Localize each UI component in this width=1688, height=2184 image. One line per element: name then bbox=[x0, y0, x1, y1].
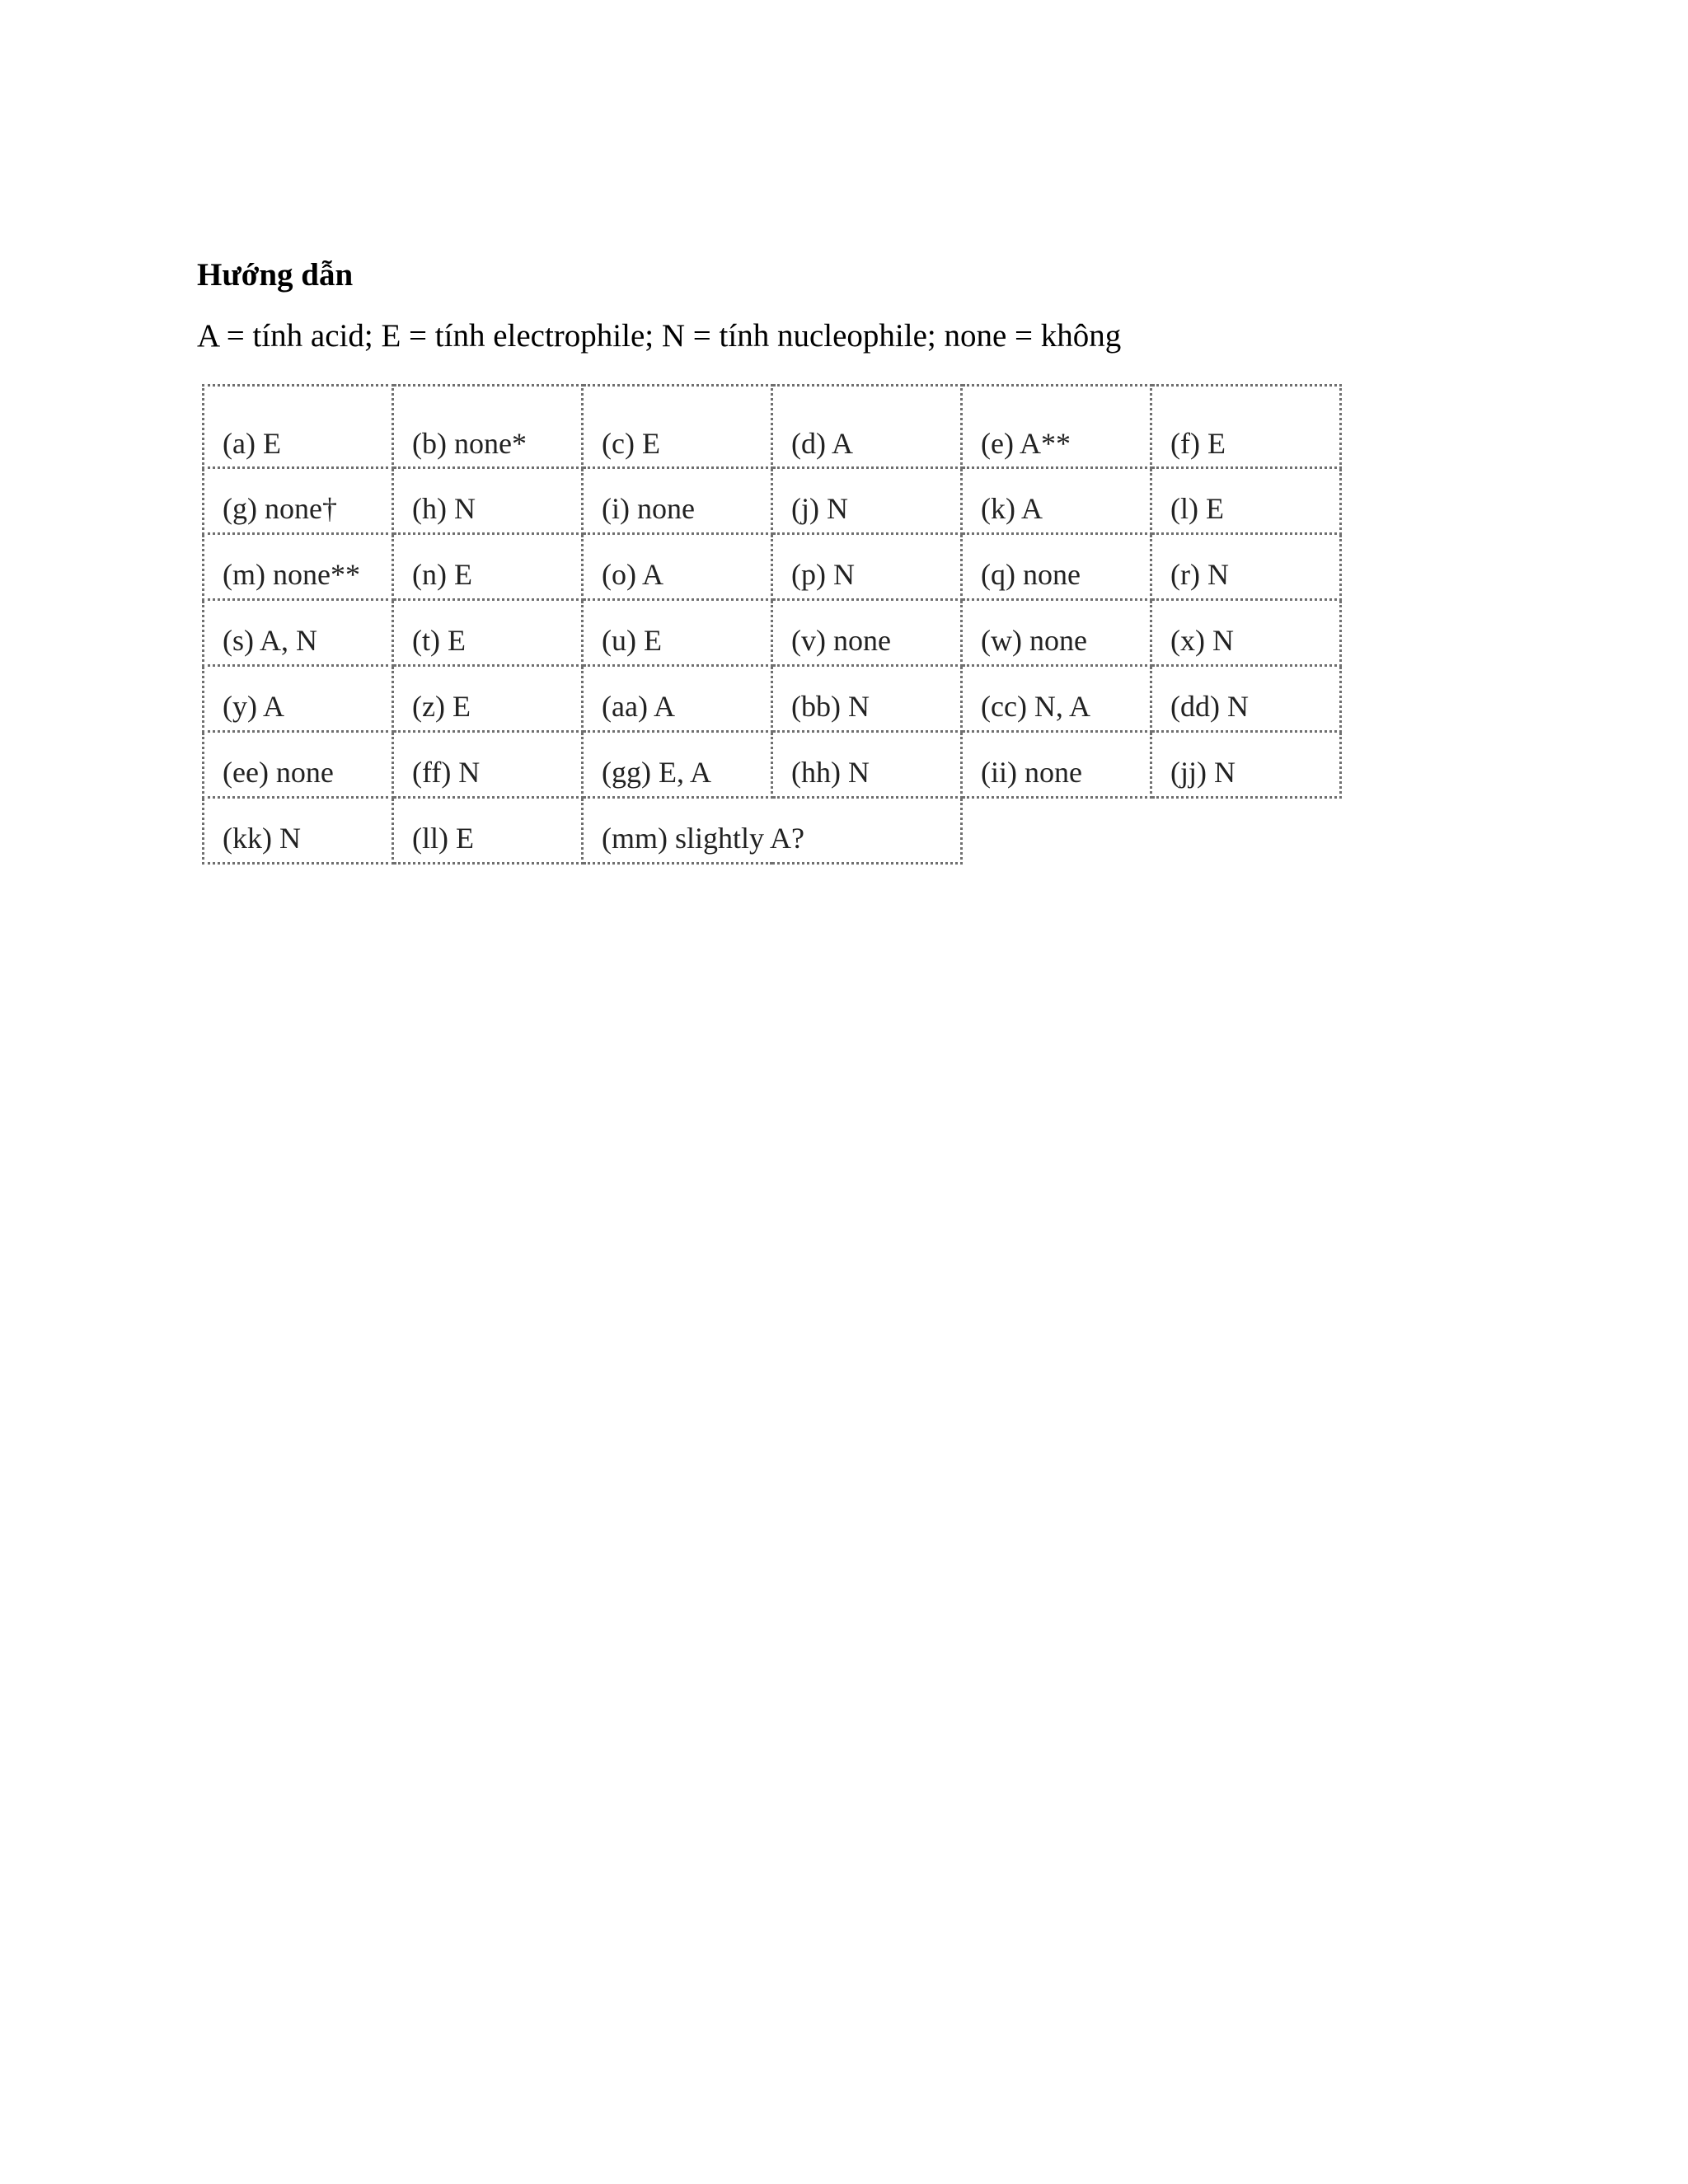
table-cell-wide bbox=[583, 798, 962, 864]
answer-label: (hh) N bbox=[791, 755, 870, 789]
answer-label: (b) none* bbox=[412, 426, 527, 460]
table-cell bbox=[583, 732, 772, 798]
table-cell bbox=[393, 798, 583, 864]
answer-label: (dd) N bbox=[1170, 689, 1249, 723]
answer-label: (d) A bbox=[791, 426, 853, 460]
table-cell bbox=[1151, 666, 1341, 732]
table-cell bbox=[962, 600, 1151, 666]
table-cell bbox=[393, 534, 583, 600]
answer-label: (i) none bbox=[602, 491, 695, 525]
table-cell bbox=[962, 534, 1151, 600]
table-cell bbox=[393, 666, 583, 732]
table-cell bbox=[1151, 534, 1341, 600]
table-cell bbox=[204, 666, 393, 732]
table-cell bbox=[772, 666, 962, 732]
table-cell bbox=[1151, 386, 1341, 468]
section-heading: Hướng dẫn bbox=[197, 257, 354, 293]
table-row bbox=[204, 468, 1341, 534]
table-cell bbox=[583, 666, 772, 732]
answer-label: (l) E bbox=[1170, 491, 1224, 525]
table-cell bbox=[772, 534, 962, 600]
answer-label: (ee) none bbox=[223, 755, 334, 789]
table-cell bbox=[962, 386, 1151, 468]
table-row bbox=[204, 666, 1341, 732]
table-cell bbox=[772, 386, 962, 468]
answer-label: (kk) N bbox=[223, 821, 301, 855]
answer-label: (w) none bbox=[981, 623, 1087, 657]
table-cell bbox=[393, 468, 583, 534]
answer-label: (j) N bbox=[791, 491, 848, 525]
table-cell bbox=[393, 732, 583, 798]
answer-label: (o) A bbox=[602, 557, 663, 591]
table-cell bbox=[204, 732, 393, 798]
table-cell bbox=[772, 600, 962, 666]
table-cell bbox=[204, 600, 393, 666]
answer-label: (z) E bbox=[412, 689, 471, 723]
answer-label: (c) E bbox=[602, 426, 660, 460]
answer-label: (y) A bbox=[223, 689, 284, 723]
answer-label: (x) N bbox=[1170, 623, 1234, 657]
table-cell bbox=[204, 386, 393, 468]
empty-space bbox=[962, 798, 1341, 864]
table-cell bbox=[583, 386, 772, 468]
answer-label: (n) E bbox=[412, 557, 472, 591]
table-cell bbox=[772, 732, 962, 798]
table-cell bbox=[204, 798, 393, 864]
table-cell bbox=[962, 732, 1151, 798]
answer-label: (mm) slightly A? bbox=[602, 821, 804, 855]
answer-label: (q) none bbox=[981, 557, 1081, 591]
table-cell bbox=[204, 534, 393, 600]
table-row bbox=[204, 732, 1341, 798]
table-cell bbox=[1151, 600, 1341, 666]
answer-label: (h) N bbox=[412, 491, 476, 525]
table-row bbox=[204, 798, 1341, 864]
table-cell bbox=[962, 666, 1151, 732]
answer-label: (ii) none bbox=[981, 755, 1082, 789]
answer-label: (ll) E bbox=[412, 821, 474, 855]
table-row bbox=[204, 534, 1341, 600]
table-cell bbox=[583, 600, 772, 666]
table-cell bbox=[393, 386, 583, 468]
legend-line: A = tính acid; E = tính electrophile; N = tính nucleophile; none = không bbox=[197, 318, 1122, 354]
table-row bbox=[204, 386, 1341, 468]
answer-label: (k) A bbox=[981, 491, 1043, 525]
answer-label: (bb) N bbox=[791, 689, 870, 723]
table-cell bbox=[962, 468, 1151, 534]
answer-label: (a) E bbox=[223, 426, 281, 460]
table-cell bbox=[583, 534, 772, 600]
table-cell bbox=[393, 600, 583, 666]
answer-label: (g) none† bbox=[223, 491, 337, 525]
answer-label: (t) E bbox=[412, 623, 466, 657]
answer-label: (p) N bbox=[791, 557, 855, 591]
answer-table bbox=[202, 384, 1342, 865]
answer-label: (f) E bbox=[1170, 426, 1226, 460]
answer-label: (r) N bbox=[1170, 557, 1229, 591]
answer-label: (gg) E, A bbox=[602, 755, 711, 789]
answer-label: (v) none bbox=[791, 623, 891, 657]
table-row bbox=[204, 600, 1341, 666]
answer-label: (cc) N, A bbox=[981, 689, 1090, 723]
answer-label: (aa) A bbox=[602, 689, 675, 723]
table-cell bbox=[1151, 732, 1341, 798]
answer-label: (s) A, N bbox=[223, 623, 317, 657]
table-cell bbox=[583, 468, 772, 534]
answer-label: (ff) N bbox=[412, 755, 481, 789]
table-cell bbox=[204, 468, 393, 534]
answer-label: (u) E bbox=[602, 623, 662, 657]
answer-label: (e) A** bbox=[981, 426, 1071, 460]
answer-label: (m) none** bbox=[223, 557, 360, 591]
answer-label: (jj) N bbox=[1170, 755, 1236, 789]
table-cell bbox=[1151, 468, 1341, 534]
table-cell bbox=[772, 468, 962, 534]
